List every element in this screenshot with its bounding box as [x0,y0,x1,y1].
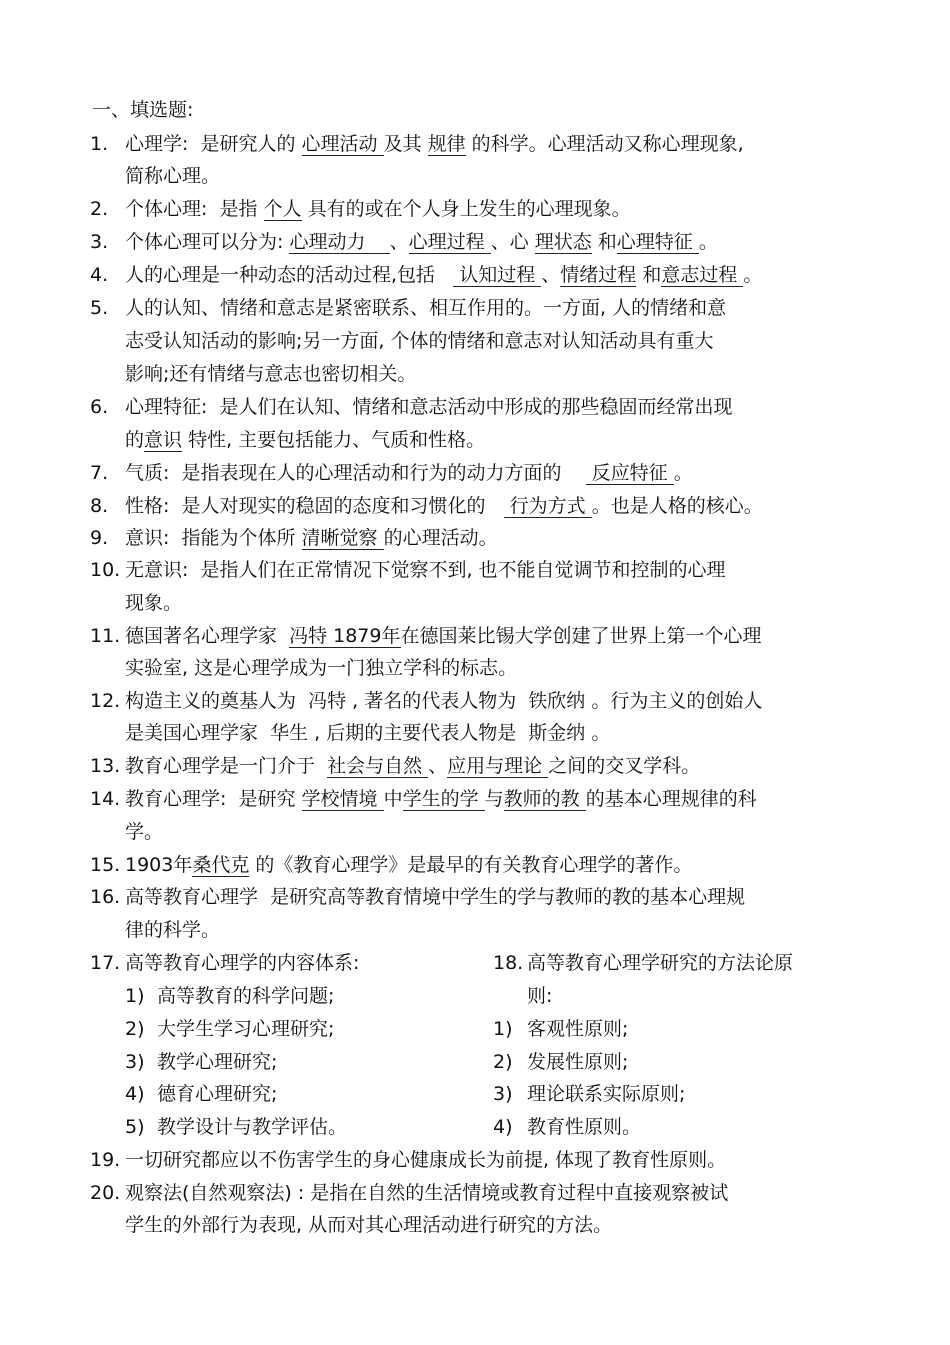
text-segment: 。 [673,462,693,484]
fill-blank-answer: 心理活动 [301,133,384,155]
text-segment: 特性, 主要包括能力、气质和性格。 [182,429,486,451]
fill-blank-answer: 社会与自然 [327,755,429,777]
item-16-line-1 [125,885,745,909]
text-segment: 。也是人格的核心。 [591,495,763,517]
item-18-sub-2: 发展性原则; [527,1051,629,1073]
item-6-line-1 [125,395,732,419]
item-6-number: 6. [90,396,109,418]
text-segment: 德国著名心理学家 [125,625,290,647]
item-18-sub-2-num: 2) [493,1051,513,1073]
text-segment: 的心理活动。 [383,527,498,549]
item-10-line-1 [125,558,726,582]
item-20-line-1: 观察法(自然观察法) : 是指在自然的生活情境或教育过程中直接观察被试 [125,1182,729,1204]
item-14-number: 14. [90,788,121,810]
text-segment: 及其 [383,133,428,155]
text-segment: 人的认知、情绪和意志是紧密联系、相互作用的。一方面, 人的情绪和意 [125,297,727,319]
item-9-line-1 [125,526,498,550]
item-4-line-1 [125,263,762,287]
item-17-title: 高等教育心理学的内容体系: [125,952,360,974]
item-5-number: 5. [90,297,109,319]
item-18-sub-3: 理论联系实际原则; [527,1083,686,1105]
item-13-line-1 [125,754,700,778]
text-segment: 无意识: 是指人们在正常情况下觉察不到, 也不能自觉调节和控制的心理 [125,559,726,581]
fill-blank-answer: 规律 [427,133,466,155]
item-10-line-2 [125,591,182,615]
fill-blank-answer: 情绪过程 [560,264,637,286]
fill-blank-answer: 清晰觉察 [301,527,384,549]
item-5-line-3 [125,362,416,386]
item-4-number: 4. [90,264,109,286]
item-8-number: 8. [90,495,109,517]
fill-blank-answer: 认知过程 [453,264,542,286]
item-10-number: 10. [90,559,121,581]
text-segment: 中 [383,788,403,810]
text-segment: 是美国心理学家 华生 , 后期的主要代表人物是 斯金纳 。 [125,722,611,744]
item-1-line-2 [125,164,220,188]
item-13-number: 13. [90,755,121,777]
item-11-line-2 [125,656,517,680]
item-17-sub-5: 教学设计与教学评估。 [157,1116,348,1138]
item-8-line-1 [125,494,763,518]
text-segment: 学。 [125,821,164,843]
item-17-sub-5-num: 5) [125,1116,145,1138]
fill-blank-answer: 应用与理论 [447,755,549,777]
text-segment: 实验室, 这是心理学成为一门独立学科的标志。 [125,657,518,679]
item-15-line-1 [125,853,692,877]
item-1-number: 1. [90,133,109,155]
fill-blank-answer: 心理动力 [289,231,390,253]
item-5-line-1 [125,296,726,320]
item-15-number: 15. [90,854,121,876]
item-18-title-line-1: 高等教育心理学研究的方法论原 [527,952,794,974]
text-segment: 。 [698,231,718,253]
item-18-sub-3-num: 3) [493,1083,513,1105]
text-segment: 气质: 是指表现在人的心理活动和行为的动力方面的 [125,462,586,484]
text-segment: 教育心理学: 是研究 [125,788,302,810]
item-6-line-2 [125,428,485,452]
item-17-sub-1: 高等教育的科学问题; [157,985,335,1007]
text-segment: 的基本心理规律的科 [585,788,757,810]
text-segment: 心理学: 是研究人的 [125,133,302,155]
fill-blank-answer: 意志过程 [661,264,744,286]
text-segment: 的科学。心理活动又称心理现象, [465,133,744,155]
text-segment: 现象。 [125,592,183,614]
item-12-number: 12. [90,690,121,712]
item-1-line-1 [125,132,744,156]
text-segment: 志受认知活动的影响;另一方面, 个体的情绪和意志对认知活动具有重大 [125,330,714,352]
text-segment: 和 [591,231,617,253]
text-segment: 教育心理学是一门介于 [125,755,328,777]
item-5-line-2 [125,329,713,353]
item-17-sub-2-num: 2) [125,1018,145,1040]
item-3-number: 3. [90,231,109,253]
item-18-sub-1-num: 1) [493,1018,513,1040]
item-18-sub-4-num: 4) [493,1116,513,1138]
item-20-number: 20. [90,1182,121,1204]
fill-blank-answer: 学校情境 [301,788,384,810]
item-18-title-line-2: 则: [527,985,553,1007]
item-18-number: 18. [493,952,524,974]
fill-blank-answer: 心理过程 [408,231,491,253]
text-segment: 1903年 [125,854,193,876]
text-segment: 。 [743,264,763,286]
item-14-line-1 [125,787,757,811]
fill-blank-answer: 理状态 [534,231,592,253]
text-segment: 具有的或在个人身上发生的心理现象。 [301,198,631,220]
fill-blank-answer: 行为方式 [503,495,592,517]
item-17-sub-3-num: 3) [125,1051,145,1073]
item-7-line-1 [125,461,693,485]
text-segment: 的《教育心理学》是最早的有关教育心理学的著作。 [249,854,693,876]
text-segment: 构造主义的奠基人为 冯特 , 著名的代表人物为 铁欣纳 。行为主义的创始人 [125,690,763,712]
text-segment: 、心 [490,231,535,253]
item-17-sub-3: 教学心理研究; [157,1051,278,1073]
item-12-line-1 [125,689,762,713]
text-segment: 心理特征: 是人们在认知、情绪和意志活动中形成的那些稳固而经常出现 [125,396,733,418]
item-11-line-1 [125,624,762,648]
item-17-sub-4-num: 4) [125,1083,145,1105]
fill-blank-answer: 教师的教 [503,788,586,810]
item-7-number: 7. [90,462,109,484]
text-segment: 的 [125,429,145,451]
item-11-number: 11. [90,625,121,647]
item-19-number: 19. [90,1149,121,1171]
item-17-sub-1-num: 1) [125,985,145,1007]
text-segment: 人的心理是一种动态的活动过程,包括 [125,264,454,286]
item-3-line-1 [125,230,718,254]
item-12-line-2 [125,721,610,745]
item-17-number: 17. [90,952,121,974]
fill-blank-answer: 桑代克 [192,854,250,876]
item-16-number: 16. [90,886,121,908]
item-19-text: 一切研究都应以不伤害学生的身心健康成长为前提, 体现了教育性原则。 [125,1149,727,1171]
text-segment: 个体心理可以分为: [125,231,290,253]
item-20-line-2: 学生的外部行为表现, 从而对其心理活动进行研究的方法。 [125,1214,613,1236]
fill-blank-answer: 反应特征 [585,462,674,484]
fill-blank-answer: 个人 [263,198,302,220]
text-segment: 影响;还有情绪与意志也密切相关。 [125,363,417,385]
item-14-line-2 [125,820,163,844]
text-segment: 性格: 是人对现实的稳固的态度和习惯化的 [125,495,504,517]
text-segment: 简称心理。 [125,165,221,187]
item-18-sub-1: 客观性原则; [527,1018,629,1040]
item-18-sub-4: 教育性原则。 [527,1116,642,1138]
item-2-number: 2. [90,198,109,220]
text-segment: 、 [541,264,561,286]
item-2-line-1 [125,197,631,221]
text-segment: 在德国莱比锡大学创建了世界上第一个心理 [400,625,762,647]
text-segment: 个体心理: 是指 [125,198,264,220]
item-9-number: 9. [90,527,109,549]
item-17-sub-2: 大学生学习心理研究; [157,1018,335,1040]
text-segment: 与 [484,788,504,810]
text-segment: 、 [389,231,409,253]
text-segment: 意识: 指能为个体所 [125,527,302,549]
text-segment: 之间的交叉学科。 [548,755,701,777]
fill-blank-answer: 学生的学 [402,788,485,810]
text-segment: 律的科学。 [125,919,221,941]
fill-blank-answer: 心理特征 [616,231,699,253]
text-segment: 高等教育心理学 是研究高等教育情境中学生的学与教师的教的基本心理规 [125,886,746,908]
text-segment: 和 [636,264,662,286]
item-17-sub-4: 德育心理研究; [157,1083,278,1105]
section-title: 一、填选题: [92,99,194,121]
fill-blank-answer: 意识 [144,429,183,451]
item-16-line-2 [125,918,220,942]
fill-blank-answer: 冯特 1879年 [289,625,401,647]
text-segment: 、 [428,755,448,777]
